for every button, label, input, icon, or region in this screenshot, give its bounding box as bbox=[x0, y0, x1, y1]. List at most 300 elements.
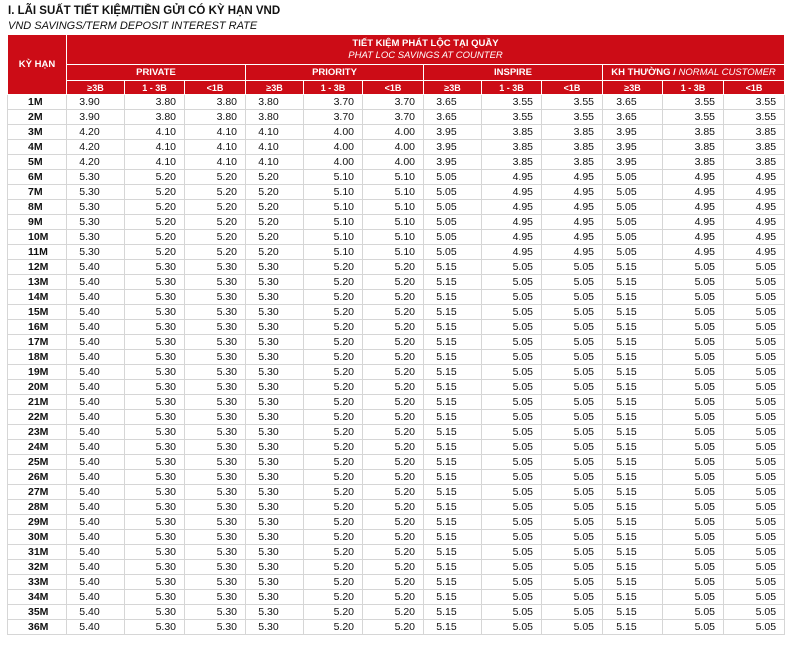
rate-cell: 5.15 bbox=[603, 260, 663, 275]
rate-cell: 3.70 bbox=[363, 110, 424, 125]
rate-cell: 5.30 bbox=[246, 575, 304, 590]
rate-cell: 5.40 bbox=[67, 455, 125, 470]
rate-cell: 5.30 bbox=[125, 440, 185, 455]
rate-cell: 4.10 bbox=[125, 125, 185, 140]
rate-cell: 5.30 bbox=[185, 440, 246, 455]
rate-cell: 5.30 bbox=[185, 500, 246, 515]
term-cell: 8M bbox=[8, 200, 67, 215]
rate-cell: 5.10 bbox=[363, 170, 424, 185]
rate-cell: 5.20 bbox=[363, 440, 424, 455]
rate-cell: 5.30 bbox=[67, 215, 125, 230]
rate-cell: 5.05 bbox=[542, 410, 603, 425]
rate-cell: 5.05 bbox=[482, 605, 542, 620]
rate-cell: 3.85 bbox=[482, 140, 542, 155]
rate-cell: 5.05 bbox=[482, 260, 542, 275]
rate-cell: 5.30 bbox=[246, 620, 304, 635]
rate-cell: 4.95 bbox=[542, 170, 603, 185]
rate-cell: 3.95 bbox=[424, 155, 482, 170]
rate-cell: 4.10 bbox=[185, 140, 246, 155]
rate-cell: 5.15 bbox=[603, 455, 663, 470]
term-cell: 7M bbox=[8, 185, 67, 200]
rate-cell: 5.40 bbox=[67, 365, 125, 380]
rate-cell: 5.05 bbox=[482, 530, 542, 545]
rate-cell: 5.20 bbox=[304, 260, 363, 275]
rate-cell: 5.20 bbox=[304, 410, 363, 425]
rate-cell: 5.15 bbox=[424, 575, 482, 590]
rate-cell: 5.05 bbox=[663, 500, 724, 515]
rate-cell: 5.30 bbox=[185, 395, 246, 410]
rate-cell: 5.05 bbox=[542, 455, 603, 470]
rate-cell: 5.15 bbox=[424, 515, 482, 530]
rate-cell: 5.05 bbox=[482, 425, 542, 440]
rate-cell: 5.40 bbox=[67, 515, 125, 530]
rate-cell: 5.20 bbox=[246, 230, 304, 245]
rate-cell: 3.55 bbox=[542, 95, 603, 110]
term-cell: 4M bbox=[8, 140, 67, 155]
rate-cell: 5.40 bbox=[67, 620, 125, 635]
rate-cell: 5.05 bbox=[663, 395, 724, 410]
rate-cell: 5.15 bbox=[603, 530, 663, 545]
rate-cell: 5.20 bbox=[304, 425, 363, 440]
rate-cell: 4.95 bbox=[542, 215, 603, 230]
rate-cell: 5.20 bbox=[304, 530, 363, 545]
rate-cell: 5.05 bbox=[724, 425, 785, 440]
rate-cell: 5.30 bbox=[246, 260, 304, 275]
term-cell: 28M bbox=[8, 500, 67, 515]
term-column-header: KỲ HẠN bbox=[8, 35, 67, 95]
rate-cell: 4.95 bbox=[482, 185, 542, 200]
rate-cell: 5.30 bbox=[125, 485, 185, 500]
rate-cell: 3.55 bbox=[663, 110, 724, 125]
rate-cell: 3.55 bbox=[724, 95, 785, 110]
rate-cell: 5.15 bbox=[424, 620, 482, 635]
rate-cell: 5.05 bbox=[663, 545, 724, 560]
table-row bbox=[8, 230, 785, 245]
rate-cell: 5.15 bbox=[603, 290, 663, 305]
rate-cell: 5.40 bbox=[67, 590, 125, 605]
rate-cell: 5.30 bbox=[67, 245, 125, 260]
rate-cell: 5.05 bbox=[542, 395, 603, 410]
rate-cell: 5.20 bbox=[304, 320, 363, 335]
rate-cell: 4.00 bbox=[304, 125, 363, 140]
rate-cell: 5.20 bbox=[304, 500, 363, 515]
rate-cell: 5.30 bbox=[246, 380, 304, 395]
rate-cell: 5.15 bbox=[424, 530, 482, 545]
rate-cell: 5.30 bbox=[246, 560, 304, 575]
rate-cell: 5.20 bbox=[363, 380, 424, 395]
rate-cell: 5.05 bbox=[482, 455, 542, 470]
rate-cell: 4.20 bbox=[67, 140, 125, 155]
term-cell: 34M bbox=[8, 590, 67, 605]
rate-cell: 5.30 bbox=[246, 485, 304, 500]
tier-header: <1B bbox=[185, 81, 246, 95]
rate-cell: 5.30 bbox=[185, 410, 246, 425]
rate-cell: 5.05 bbox=[724, 545, 785, 560]
table-row bbox=[8, 335, 785, 350]
rate-cell: 5.20 bbox=[363, 350, 424, 365]
rate-cell: 5.15 bbox=[603, 500, 663, 515]
rate-cell: 5.05 bbox=[542, 365, 603, 380]
rate-cell: 5.15 bbox=[424, 260, 482, 275]
tier-header: 1 - 3B bbox=[482, 81, 542, 95]
rate-cell: 5.20 bbox=[363, 290, 424, 305]
rate-cell: 5.05 bbox=[424, 245, 482, 260]
term-cell: 26M bbox=[8, 470, 67, 485]
rate-cell: 5.30 bbox=[185, 590, 246, 605]
term-cell: 18M bbox=[8, 350, 67, 365]
rate-cell: 5.05 bbox=[663, 275, 724, 290]
rate-cell: 3.65 bbox=[603, 110, 663, 125]
rate-cell: 3.85 bbox=[542, 140, 603, 155]
rate-cell: 5.30 bbox=[185, 305, 246, 320]
rate-cell: 3.65 bbox=[424, 110, 482, 125]
rate-cell: 5.30 bbox=[185, 605, 246, 620]
rate-cell: 5.20 bbox=[304, 305, 363, 320]
term-cell: 25M bbox=[8, 455, 67, 470]
rate-cell: 5.05 bbox=[663, 410, 724, 425]
page-title: I. LÃI SUẤT TIẾT KIỆM/TIỀN GỬI CÓ KỲ HẠN VND bbox=[8, 5, 281, 17]
rate-cell: 5.30 bbox=[125, 410, 185, 425]
page-subtitle: VND SAVINGS/TERM DEPOSIT INTEREST RATE bbox=[8, 20, 258, 32]
rate-cell: 5.20 bbox=[304, 290, 363, 305]
term-cell: 20M bbox=[8, 380, 67, 395]
rate-cell: 5.05 bbox=[663, 515, 724, 530]
rate-cell: 5.05 bbox=[542, 275, 603, 290]
rate-cell: 4.00 bbox=[363, 155, 424, 170]
rate-cell: 5.20 bbox=[304, 350, 363, 365]
rate-cell: 5.30 bbox=[185, 575, 246, 590]
rate-cell: 5.05 bbox=[663, 485, 724, 500]
rate-cell: 5.20 bbox=[363, 590, 424, 605]
table-row bbox=[8, 470, 785, 485]
rate-cell: 5.30 bbox=[125, 455, 185, 470]
term-cell: 23M bbox=[8, 425, 67, 440]
rate-cell: 5.05 bbox=[482, 500, 542, 515]
rate-cell: 5.30 bbox=[125, 530, 185, 545]
rate-cell: 5.15 bbox=[424, 545, 482, 560]
rate-cell: 5.05 bbox=[663, 260, 724, 275]
rate-cell: 5.20 bbox=[304, 440, 363, 455]
rate-cell: 5.30 bbox=[185, 320, 246, 335]
rate-cell: 5.30 bbox=[67, 185, 125, 200]
rate-cell: 5.20 bbox=[304, 485, 363, 500]
rate-cell: 5.30 bbox=[185, 425, 246, 440]
tier-header: ≥3B bbox=[603, 81, 663, 95]
rate-cell: 5.10 bbox=[363, 200, 424, 215]
rate-cell: 5.05 bbox=[424, 230, 482, 245]
rate-cell: 5.40 bbox=[67, 305, 125, 320]
rate-cell: 5.20 bbox=[246, 245, 304, 260]
rate-cell: 5.05 bbox=[724, 290, 785, 305]
rate-cell: 5.40 bbox=[67, 485, 125, 500]
table-row bbox=[8, 515, 785, 530]
rate-cell: 5.20 bbox=[246, 170, 304, 185]
rate-cell: 3.70 bbox=[304, 95, 363, 110]
rate-cell: 5.20 bbox=[363, 605, 424, 620]
rate-cell: 4.10 bbox=[185, 155, 246, 170]
table-row bbox=[8, 410, 785, 425]
rate-cell: 5.15 bbox=[424, 440, 482, 455]
table-row bbox=[8, 485, 785, 500]
rate-cell: 5.15 bbox=[424, 455, 482, 470]
rate-cell: 5.20 bbox=[304, 275, 363, 290]
rate-cell: 5.15 bbox=[603, 560, 663, 575]
tier-header: <1B bbox=[542, 81, 603, 95]
rate-cell: 4.95 bbox=[542, 230, 603, 245]
rate-cell: 4.95 bbox=[724, 170, 785, 185]
rate-cell: 5.20 bbox=[125, 170, 185, 185]
rate-cell: 5.20 bbox=[363, 335, 424, 350]
rate-cell: 5.05 bbox=[663, 380, 724, 395]
rate-cell: 5.05 bbox=[724, 395, 785, 410]
term-cell: 36M bbox=[8, 620, 67, 635]
rate-cell: 3.80 bbox=[246, 95, 304, 110]
rate-cell: 5.30 bbox=[246, 410, 304, 425]
table-row bbox=[8, 575, 785, 590]
rate-cell: 5.20 bbox=[363, 545, 424, 560]
rate-cell: 5.20 bbox=[363, 500, 424, 515]
tier-header: ≥3B bbox=[67, 81, 125, 95]
rate-cell: 5.20 bbox=[304, 560, 363, 575]
rate-cell: 5.40 bbox=[67, 545, 125, 560]
rate-cell: 5.20 bbox=[363, 410, 424, 425]
rate-cell: 5.20 bbox=[363, 395, 424, 410]
product-header bbox=[67, 35, 785, 65]
term-cell: 1M bbox=[8, 95, 67, 110]
rate-cell: 5.05 bbox=[663, 590, 724, 605]
rate-cell: 5.30 bbox=[67, 200, 125, 215]
rate-cell: 3.85 bbox=[724, 125, 785, 140]
rate-cell: 5.20 bbox=[246, 215, 304, 230]
rate-cell: 5.30 bbox=[246, 365, 304, 380]
rate-cell: 5.30 bbox=[125, 605, 185, 620]
rate-cell: 5.10 bbox=[363, 230, 424, 245]
table-row bbox=[8, 560, 785, 575]
rate-cell: 3.85 bbox=[724, 155, 785, 170]
rate-cell: 5.20 bbox=[185, 230, 246, 245]
rate-cell: 3.65 bbox=[424, 95, 482, 110]
rate-cell: 5.15 bbox=[424, 485, 482, 500]
rate-cell: 5.20 bbox=[363, 275, 424, 290]
rate-cell: 3.85 bbox=[482, 125, 542, 140]
segment-header-inspire: INSPIRE bbox=[424, 65, 603, 81]
rate-cell: 5.30 bbox=[246, 290, 304, 305]
rate-cell: 5.05 bbox=[482, 485, 542, 500]
table-row bbox=[8, 590, 785, 605]
rate-cell: 5.05 bbox=[542, 605, 603, 620]
rate-cell: 5.20 bbox=[363, 320, 424, 335]
rate-cell: 5.30 bbox=[185, 260, 246, 275]
rate-cell: 5.30 bbox=[125, 515, 185, 530]
rate-cell: 5.30 bbox=[125, 470, 185, 485]
rate-cell: 5.05 bbox=[724, 455, 785, 470]
table-row bbox=[8, 455, 785, 470]
table-row bbox=[8, 380, 785, 395]
rate-cell: 5.30 bbox=[125, 500, 185, 515]
table-row bbox=[8, 290, 785, 305]
rate-cell: 4.95 bbox=[724, 200, 785, 215]
rate-cell: 4.95 bbox=[724, 245, 785, 260]
rate-cell: 5.15 bbox=[424, 470, 482, 485]
rate-cell: 5.05 bbox=[424, 200, 482, 215]
rate-cell: 5.05 bbox=[482, 350, 542, 365]
rate-cell: 5.05 bbox=[542, 470, 603, 485]
rate-cell: 5.20 bbox=[304, 620, 363, 635]
rate-cell: 5.05 bbox=[724, 335, 785, 350]
rate-cell: 5.05 bbox=[603, 170, 663, 185]
rate-cell: 5.05 bbox=[482, 380, 542, 395]
rate-cell: 5.30 bbox=[185, 545, 246, 560]
rate-cell: 3.80 bbox=[125, 95, 185, 110]
rate-cell: 5.05 bbox=[542, 320, 603, 335]
rate-cell: 5.30 bbox=[185, 365, 246, 380]
rate-cell: 5.20 bbox=[125, 230, 185, 245]
rate-cell: 4.95 bbox=[482, 230, 542, 245]
rate-cell: 5.20 bbox=[363, 365, 424, 380]
rate-cell: 3.90 bbox=[67, 95, 125, 110]
rate-cell: 5.05 bbox=[663, 350, 724, 365]
rate-cell: 5.05 bbox=[482, 365, 542, 380]
tier-header: <1B bbox=[363, 81, 424, 95]
table-row bbox=[8, 275, 785, 290]
rate-cell: 5.05 bbox=[482, 560, 542, 575]
rate-cell: 5.20 bbox=[304, 470, 363, 485]
rate-cell: 4.95 bbox=[542, 200, 603, 215]
rate-cell: 4.95 bbox=[663, 200, 724, 215]
rate-cell: 5.30 bbox=[125, 365, 185, 380]
rate-cell: 5.30 bbox=[246, 590, 304, 605]
rate-cell: 5.15 bbox=[424, 335, 482, 350]
rate-cell: 3.80 bbox=[185, 110, 246, 125]
rate-cell: 5.30 bbox=[246, 470, 304, 485]
table-row bbox=[8, 365, 785, 380]
rate-cell: 3.85 bbox=[663, 155, 724, 170]
rate-cell: 5.30 bbox=[185, 275, 246, 290]
term-cell: 5M bbox=[8, 155, 67, 170]
rate-cell: 5.15 bbox=[603, 590, 663, 605]
rate-cell: 5.15 bbox=[424, 605, 482, 620]
rate-cell: 5.05 bbox=[482, 305, 542, 320]
rate-cell: 5.05 bbox=[542, 380, 603, 395]
term-cell: 30M bbox=[8, 530, 67, 545]
rate-cell: 5.20 bbox=[363, 515, 424, 530]
rate-cell: 5.05 bbox=[542, 515, 603, 530]
rate-cell: 3.55 bbox=[482, 110, 542, 125]
rate-cell: 5.15 bbox=[424, 305, 482, 320]
rate-cell: 5.05 bbox=[542, 485, 603, 500]
rate-cell: 5.05 bbox=[724, 515, 785, 530]
rate-cell: 5.30 bbox=[185, 350, 246, 365]
rate-cell: 5.40 bbox=[67, 425, 125, 440]
rate-cell: 4.20 bbox=[67, 155, 125, 170]
rate-cell: 4.00 bbox=[304, 140, 363, 155]
rate-cell: 5.05 bbox=[542, 620, 603, 635]
rate-cell: 5.05 bbox=[603, 200, 663, 215]
rate-cell: 5.05 bbox=[482, 440, 542, 455]
rate-cell: 5.30 bbox=[246, 530, 304, 545]
rate-cell: 5.15 bbox=[603, 365, 663, 380]
rate-cell: 5.20 bbox=[304, 380, 363, 395]
rate-cell: 5.05 bbox=[482, 275, 542, 290]
rate-cell: 5.20 bbox=[304, 605, 363, 620]
rate-cell: 5.40 bbox=[67, 350, 125, 365]
rate-cell: 4.20 bbox=[67, 125, 125, 140]
table-row bbox=[8, 350, 785, 365]
rate-cell: 5.20 bbox=[304, 335, 363, 350]
rate-cell: 4.95 bbox=[724, 215, 785, 230]
term-cell: 35M bbox=[8, 605, 67, 620]
rate-cell: 3.70 bbox=[304, 110, 363, 125]
table-row bbox=[8, 140, 785, 155]
product-header-vi: TIẾT KIỆM PHÁT LỘC TẠI QUẦY bbox=[352, 38, 499, 49]
rate-cell: 5.05 bbox=[542, 575, 603, 590]
rate-cell: 4.00 bbox=[363, 125, 424, 140]
rate-cell: 5.20 bbox=[246, 200, 304, 215]
rate-cell: 4.95 bbox=[482, 170, 542, 185]
rate-cell: 5.15 bbox=[603, 395, 663, 410]
term-cell: 12M bbox=[8, 260, 67, 275]
rate-cell: 5.20 bbox=[363, 470, 424, 485]
rate-cell: 5.20 bbox=[363, 485, 424, 500]
table-row bbox=[8, 620, 785, 635]
table-row bbox=[8, 95, 785, 110]
rate-cell: 5.20 bbox=[246, 185, 304, 200]
rate-cell: 3.55 bbox=[482, 95, 542, 110]
rate-cell: 5.15 bbox=[424, 425, 482, 440]
product-header-en: PHAT LOC SAVINGS AT COUNTER bbox=[348, 50, 503, 61]
rate-cell: 5.05 bbox=[724, 320, 785, 335]
table-row bbox=[8, 395, 785, 410]
rate-cell: 5.40 bbox=[67, 500, 125, 515]
rate-cell: 5.05 bbox=[724, 560, 785, 575]
rate-cell: 5.10 bbox=[304, 170, 363, 185]
rate-cell: 5.05 bbox=[603, 230, 663, 245]
term-cell: 19M bbox=[8, 365, 67, 380]
tier-header: ≥3B bbox=[246, 81, 304, 95]
rate-cell: 5.40 bbox=[67, 470, 125, 485]
segment-header-private: PRIVATE bbox=[67, 65, 246, 81]
rate-cell: 5.30 bbox=[125, 560, 185, 575]
rate-cell: 5.30 bbox=[246, 515, 304, 530]
rate-cell: 5.05 bbox=[424, 170, 482, 185]
rate-cell: 3.85 bbox=[724, 140, 785, 155]
rate-cell: 3.80 bbox=[185, 95, 246, 110]
rate-cell: 5.30 bbox=[125, 620, 185, 635]
rate-cell: 5.20 bbox=[304, 575, 363, 590]
rate-cell: 5.05 bbox=[724, 530, 785, 545]
rate-cell: 5.05 bbox=[663, 620, 724, 635]
rate-cell: 5.05 bbox=[663, 440, 724, 455]
table-row bbox=[8, 605, 785, 620]
rate-cell: 3.95 bbox=[424, 125, 482, 140]
rate-cell: 5.05 bbox=[603, 215, 663, 230]
rate-cell: 5.40 bbox=[67, 440, 125, 455]
term-cell: 29M bbox=[8, 515, 67, 530]
rate-cell: 5.15 bbox=[424, 410, 482, 425]
tier-header: <1B bbox=[724, 81, 785, 95]
rate-cell: 5.05 bbox=[542, 305, 603, 320]
rate-cell: 5.30 bbox=[185, 515, 246, 530]
term-cell: 33M bbox=[8, 575, 67, 590]
rate-cell: 5.20 bbox=[363, 425, 424, 440]
rate-cell: 5.20 bbox=[363, 575, 424, 590]
rate-cell: 5.30 bbox=[125, 290, 185, 305]
rate-cell: 4.10 bbox=[246, 140, 304, 155]
rate-cell: 5.15 bbox=[424, 350, 482, 365]
rate-cell: 5.30 bbox=[125, 260, 185, 275]
rate-cell: 5.05 bbox=[482, 575, 542, 590]
term-cell: 31M bbox=[8, 545, 67, 560]
